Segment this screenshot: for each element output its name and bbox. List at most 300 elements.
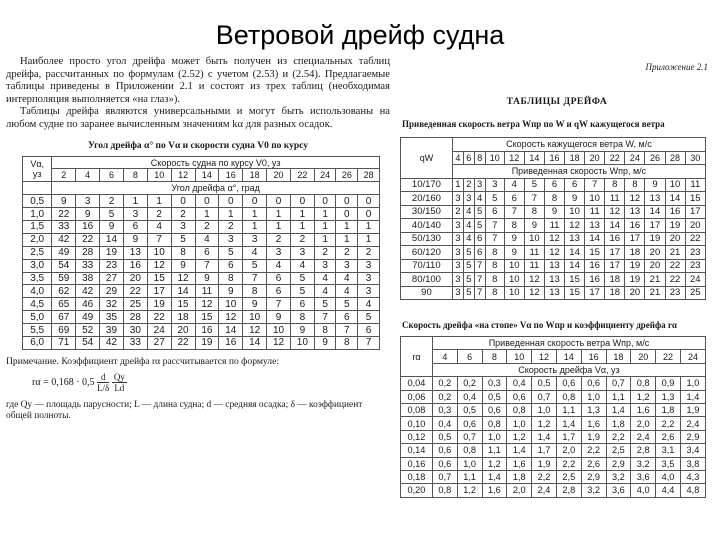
table-cell: 12	[625, 192, 645, 206]
table-cell: 4,3	[680, 470, 705, 483]
table-cell: 18	[625, 246, 645, 260]
table-cell: 6	[565, 178, 585, 192]
table-cell: 1,4	[556, 417, 581, 430]
table-cell: 5	[314, 298, 336, 311]
table-cell: 1,2	[457, 484, 482, 497]
table-cell: 2	[147, 208, 171, 221]
corner-cell	[23, 156, 52, 182]
speed-col-header: 8	[123, 169, 147, 182]
table-cell: 16	[605, 232, 625, 246]
table-cell: 0,8	[457, 444, 482, 457]
table-cell: 1	[290, 208, 314, 221]
table-cell: 24	[147, 324, 171, 337]
table-cell: 4	[290, 259, 314, 272]
table-cell: 12	[524, 286, 544, 300]
table-cell: 2,8	[556, 484, 581, 497]
table-cell: 22	[685, 232, 705, 246]
table-cell: 18	[605, 273, 625, 287]
table-cell: 7	[585, 178, 605, 192]
row-header: 20/160	[401, 192, 453, 206]
table-cell: 5	[100, 208, 124, 221]
table-cell: 17	[625, 232, 645, 246]
row-header: 0,20	[401, 484, 433, 497]
row-header: 0,16	[401, 457, 433, 470]
table-row	[23, 246, 380, 259]
table-cell: 7	[474, 259, 485, 273]
table-cell: 9	[195, 272, 219, 285]
table-cell: 6	[267, 285, 291, 298]
table-cell: 10	[267, 324, 291, 337]
table-cell: 13	[585, 219, 605, 233]
table-cell: 6	[474, 246, 485, 260]
table-cell: 5	[290, 272, 314, 285]
speed-col-header: 10	[147, 169, 171, 182]
wind-col-header: 4	[432, 350, 457, 363]
row-header: 2,5	[23, 246, 52, 259]
wind-col-header: 18	[565, 151, 585, 165]
table-cell: 7	[485, 232, 504, 246]
table-cell: 0	[358, 208, 380, 221]
wind-col-header: 30	[685, 151, 705, 165]
drift-angle-table	[22, 156, 380, 350]
left-column	[6, 56, 390, 423]
table-cell: 14	[645, 205, 665, 219]
speed-col-header: 28	[358, 169, 380, 182]
table-cell: 2,0	[507, 484, 532, 497]
table-cell: 2	[195, 221, 219, 234]
table-cell: 9	[219, 285, 243, 298]
table-cell: 2,0	[631, 417, 656, 430]
row-header: 3,5	[23, 272, 52, 285]
row-header: 70/110	[401, 259, 453, 273]
table-cell: 0,8	[507, 403, 532, 416]
table-row	[401, 390, 706, 403]
table-cell: 1,0	[680, 377, 705, 390]
row-header: 2,0	[23, 233, 52, 246]
table-cell: 17	[645, 219, 665, 233]
table-row	[23, 324, 380, 337]
table-cell: 8	[336, 337, 358, 350]
table-cell: 3,6	[606, 484, 631, 497]
table-cell: 5	[463, 273, 474, 287]
row-header: 0,12	[401, 430, 433, 443]
row-header: 3,0	[23, 259, 52, 272]
row-header: 60/120	[401, 246, 453, 260]
speed-col-header: 26	[336, 169, 358, 182]
table-cell: 3	[452, 259, 463, 273]
table-cell: 20	[645, 246, 665, 260]
table-cell: 1,2	[631, 390, 656, 403]
table-cell: 0,8	[556, 390, 581, 403]
table-cell: 0,3	[482, 377, 507, 390]
table-cell: 0	[358, 195, 380, 208]
table-cell: 2	[452, 205, 463, 219]
table-cell: 17	[585, 286, 605, 300]
table-cell: 38	[76, 272, 100, 285]
table-cell: 0,3	[432, 403, 457, 416]
speed-col-header: 2	[52, 169, 76, 182]
table-cell: 10	[504, 286, 524, 300]
table-cell: 17	[605, 246, 625, 260]
table-cell: 0,2	[432, 377, 457, 390]
table-cell: 20	[171, 324, 195, 337]
table-cell: 3	[123, 208, 147, 221]
table-cell: 9	[52, 195, 76, 208]
table-cell: 6	[219, 259, 243, 272]
table-cell: 11	[524, 259, 544, 273]
table-cell: 0,5	[432, 430, 457, 443]
table-cell: 0,5	[457, 403, 482, 416]
table-cell: 4	[336, 285, 358, 298]
table-cell: 0,5	[532, 377, 557, 390]
table-cell: 8	[171, 246, 195, 259]
table-cell: 15	[195, 311, 219, 324]
table-cell: 1,6	[507, 457, 532, 470]
wind-col-header: 22	[656, 350, 681, 363]
table-cell: 1	[452, 178, 463, 192]
row-header: 0,5	[23, 195, 52, 208]
row-header: 80/100	[401, 273, 453, 287]
table-cell: 8	[485, 246, 504, 260]
table-row	[23, 285, 380, 298]
table-cell: 11	[195, 285, 219, 298]
formula-frac1-den: L/δ	[97, 382, 110, 393]
table-cell: 0,6	[432, 457, 457, 470]
table-cell: 27	[100, 272, 124, 285]
table-cell: 4	[243, 246, 267, 259]
table-cell: 21	[645, 286, 665, 300]
table-cell: 1,4	[507, 444, 532, 457]
table-cell: 10	[524, 232, 544, 246]
table-cell: 12	[605, 205, 625, 219]
table-cell: 1,2	[482, 457, 507, 470]
table-cell: 7	[243, 272, 267, 285]
table-cell: 6	[504, 192, 524, 206]
table-cell: 9	[504, 246, 524, 260]
table-cell: 1	[195, 208, 219, 221]
row-header: 40/140	[401, 219, 453, 233]
table-cell: 3	[267, 246, 291, 259]
table-cell: 9	[524, 219, 544, 233]
formula-fraction-1	[97, 372, 109, 393]
table-cell: 25	[123, 298, 147, 311]
table-row	[401, 470, 706, 483]
table-cell: 16	[665, 205, 685, 219]
table-cell: 3,8	[680, 457, 705, 470]
table-cell: 2,2	[532, 470, 557, 483]
table-cell: 9	[171, 259, 195, 272]
table-row	[401, 377, 706, 390]
table-cell: 4,8	[680, 484, 705, 497]
table-cell: 2	[100, 195, 124, 208]
table-cell: 1,0	[482, 430, 507, 443]
row-header: 0,18	[401, 470, 433, 483]
table-cell: 6	[267, 272, 291, 285]
wind-col-header: 8	[482, 350, 507, 363]
table-cell: 22	[665, 273, 685, 287]
table-row	[401, 444, 706, 457]
table-cell: 0,4	[507, 377, 532, 390]
table-cell: 19	[100, 246, 124, 259]
table-cell: 1	[243, 208, 267, 221]
table-cell: 10	[504, 259, 524, 273]
table-cell: 30	[123, 324, 147, 337]
formula-frac2-num: Qy	[113, 371, 125, 382]
corner-cell: rα	[401, 337, 433, 377]
table-cell: 12	[544, 246, 564, 260]
table-cell: 1	[314, 233, 336, 246]
table-cell: 1,9	[532, 457, 557, 470]
table-cell: 2	[358, 246, 380, 259]
table-cell: 2	[267, 233, 291, 246]
table-cell: 1,8	[656, 403, 681, 416]
table-cell: 3	[463, 192, 474, 206]
table-cell: 39	[100, 324, 124, 337]
table-cell: 1,3	[581, 403, 606, 416]
table-cell: 1	[336, 221, 358, 234]
table-cell: 5	[171, 233, 195, 246]
table-cell: 5	[463, 286, 474, 300]
drift-formula	[32, 372, 390, 398]
speed-col-header: 4	[76, 169, 100, 182]
table-cell: 4,0	[656, 470, 681, 483]
table-cell: 9	[504, 232, 524, 246]
table-cell: 6	[474, 232, 485, 246]
table-cell: 1	[123, 195, 147, 208]
wind-col-header: 16	[544, 151, 564, 165]
wind-col-header: 28	[665, 151, 685, 165]
wind-col-header: 10	[507, 350, 532, 363]
table-cell: 14	[605, 219, 625, 233]
table-cell: 1,7	[556, 430, 581, 443]
wind-col-header: 10	[485, 151, 504, 165]
table-cell: 1,7	[532, 444, 557, 457]
formula-frac1-num: d	[97, 372, 109, 383]
table-cell: 49	[52, 246, 76, 259]
table-cell: 10	[219, 298, 243, 311]
table-cell: 2	[314, 246, 336, 259]
table-cell: 1	[147, 195, 171, 208]
table-cell: 3	[452, 219, 463, 233]
drift-tables-title: ТАБЛИЦЫ ДРЕЙФА	[506, 96, 608, 107]
table-cell: 3	[290, 246, 314, 259]
table-cell: 13	[645, 192, 665, 206]
table-cell: 5	[290, 285, 314, 298]
table-cell: 1,8	[507, 470, 532, 483]
table-cell: 10	[565, 205, 585, 219]
table-cell: 0,7	[432, 470, 457, 483]
table-cell: 1,1	[606, 390, 631, 403]
table-cell: 4	[314, 285, 336, 298]
table-cell: 4,4	[656, 484, 681, 497]
table-cell: 0,5	[482, 390, 507, 403]
table-cell: 7	[485, 219, 504, 233]
table-cell: 2	[290, 233, 314, 246]
row-header: 0,04	[401, 377, 433, 390]
wind-col-header: 24	[680, 350, 705, 363]
table-row	[23, 233, 380, 246]
table-cell: 0,6	[457, 417, 482, 430]
table-cell: 15	[585, 246, 605, 260]
table-cell: 10	[504, 273, 524, 287]
table-row	[401, 417, 706, 430]
table-cell: 3	[485, 178, 504, 192]
table-cell: 1	[219, 208, 243, 221]
table-cell: 12	[195, 298, 219, 311]
table-cell: 2,8	[631, 444, 656, 457]
table-cell: 7	[474, 286, 485, 300]
table-cell: 62	[52, 285, 76, 298]
table-cell: 13	[544, 273, 564, 287]
table-cell: 8	[605, 178, 625, 192]
appendix-label: Приложение 2.1	[645, 62, 708, 72]
table-cell: 2,5	[606, 444, 631, 457]
table-cell: 4	[463, 205, 474, 219]
table-cell: 22	[147, 311, 171, 324]
table-cell: 32	[100, 298, 124, 311]
table-cell: 19	[195, 337, 219, 350]
left-table-caption: Угол дрейфа α° по Vα и скорости судна V0 по курсу	[87, 140, 309, 151]
table-cell: 0,9	[656, 377, 681, 390]
table-cell: 1,4	[482, 470, 507, 483]
table-cell: 0,2	[457, 377, 482, 390]
table-cell: 1,0	[457, 457, 482, 470]
wind-col-header: 6	[457, 350, 482, 363]
table-cell: 5	[524, 178, 544, 192]
table-cell: 19	[625, 273, 645, 287]
table-row	[401, 337, 706, 350]
table-cell: 18	[605, 286, 625, 300]
table-cell: 33	[52, 221, 76, 234]
table-row	[401, 219, 706, 233]
table-cell: 0,7	[532, 390, 557, 403]
speed-col-header: 18	[243, 169, 267, 182]
table-cell: 0,6	[507, 390, 532, 403]
table-row	[23, 221, 380, 234]
wind-col-header: 26	[645, 151, 665, 165]
table-row	[401, 205, 706, 219]
table-cell: 23	[685, 259, 705, 273]
table-cell: 8	[290, 311, 314, 324]
table-cell: 12	[147, 259, 171, 272]
table-cell: 23	[685, 246, 705, 260]
table-cell: 4	[147, 221, 171, 234]
table-cell: 6	[544, 178, 564, 192]
table-cell: 2,6	[581, 457, 606, 470]
row-header: 6,0	[23, 337, 52, 350]
table-cell: 17	[605, 259, 625, 273]
table-cell: 12	[171, 272, 195, 285]
table-cell: 67	[52, 311, 76, 324]
table-cell: 12	[544, 232, 564, 246]
table-cell: 46	[76, 298, 100, 311]
table-cell: 7	[358, 337, 380, 350]
table-cell: 4	[504, 178, 524, 192]
table-cell: 1,1	[556, 403, 581, 416]
table-cell: 9	[645, 178, 665, 192]
table-cell: 10	[243, 311, 267, 324]
wind-col-header: 20	[631, 350, 656, 363]
table-cell: 1,6	[631, 403, 656, 416]
table-cell: 8	[243, 285, 267, 298]
table-cell: 2,9	[606, 457, 631, 470]
table-row	[23, 195, 380, 208]
table-row	[401, 363, 706, 376]
table-cell: 2	[171, 208, 195, 221]
row-header: 1,5	[23, 221, 52, 234]
table-cell: 20	[665, 232, 685, 246]
table-cell: 7	[474, 273, 485, 287]
table-cell: 1,2	[507, 430, 532, 443]
speed-col-header: 12	[171, 169, 195, 182]
table-cell: 20	[625, 286, 645, 300]
table-cell: 12	[243, 324, 267, 337]
table-row	[23, 337, 380, 350]
table-cell: 13	[544, 286, 564, 300]
note-text: Примечание. Коэффициент дрейфа rα рассчитывается по формуле:	[6, 355, 280, 367]
table-cell: 9	[100, 221, 124, 234]
table-cell: 24	[685, 273, 705, 287]
table-row	[401, 232, 706, 246]
row-header: 5,5	[23, 324, 52, 337]
table-r1-caption: Приведенная скорость ветра Wпр по W и qW кажущегося ветра	[402, 119, 665, 129]
table-cell: 11	[685, 178, 705, 192]
table-cell: 0,4	[457, 390, 482, 403]
table-cell: 14	[665, 192, 685, 206]
table-cell: 1,9	[581, 430, 606, 443]
table-cell: 1,1	[482, 444, 507, 457]
table-cell: 2,2	[581, 444, 606, 457]
table-row	[401, 457, 706, 470]
table-cell: 3	[76, 195, 100, 208]
table-row	[23, 169, 380, 182]
wind-col-header: 12	[532, 350, 557, 363]
table-cell: 5	[474, 219, 485, 233]
table-cell: 22	[123, 285, 147, 298]
table-cell: 3,2	[581, 484, 606, 497]
table-cell: 1,8	[606, 417, 631, 430]
table-cell: 3	[219, 233, 243, 246]
table-cell: 1,4	[606, 403, 631, 416]
table-cell: 19	[147, 298, 171, 311]
speed-col-header: 22	[290, 169, 314, 182]
table-cell: 21	[665, 246, 685, 260]
table-cell: 13	[123, 246, 147, 259]
table-cell: 21	[645, 273, 665, 287]
row-header: 0,06	[401, 390, 433, 403]
row-header: 90	[401, 286, 453, 300]
table-cell: 2	[336, 246, 358, 259]
wind-header: Скорость кажущегося ветра W, м/с	[452, 138, 705, 152]
reduced-header: Приведенная скорость Wпр, м/с	[452, 165, 705, 179]
speed-col-header: 16	[219, 169, 243, 182]
table-cell: 0,7	[606, 377, 631, 390]
table-cell: 8	[544, 192, 564, 206]
table-cell: 2,6	[656, 430, 681, 443]
table-cell: 6	[336, 311, 358, 324]
table-cell: 14	[243, 337, 267, 350]
table-cell: 11	[585, 205, 605, 219]
table-cell: 2	[463, 178, 474, 192]
table-cell: 0,6	[482, 403, 507, 416]
row-header: 0,14	[401, 444, 433, 457]
formula-legend: где Qy — площадь парусности; L — длина судна; d — средняя осадка; δ — коэффициент общей полноты.	[6, 399, 363, 422]
table-cell: 3	[358, 285, 380, 298]
table-cell: 3,5	[656, 457, 681, 470]
table-cell: 1	[314, 208, 336, 221]
table-cell: 71	[52, 337, 76, 350]
table-cell: 1	[336, 233, 358, 246]
